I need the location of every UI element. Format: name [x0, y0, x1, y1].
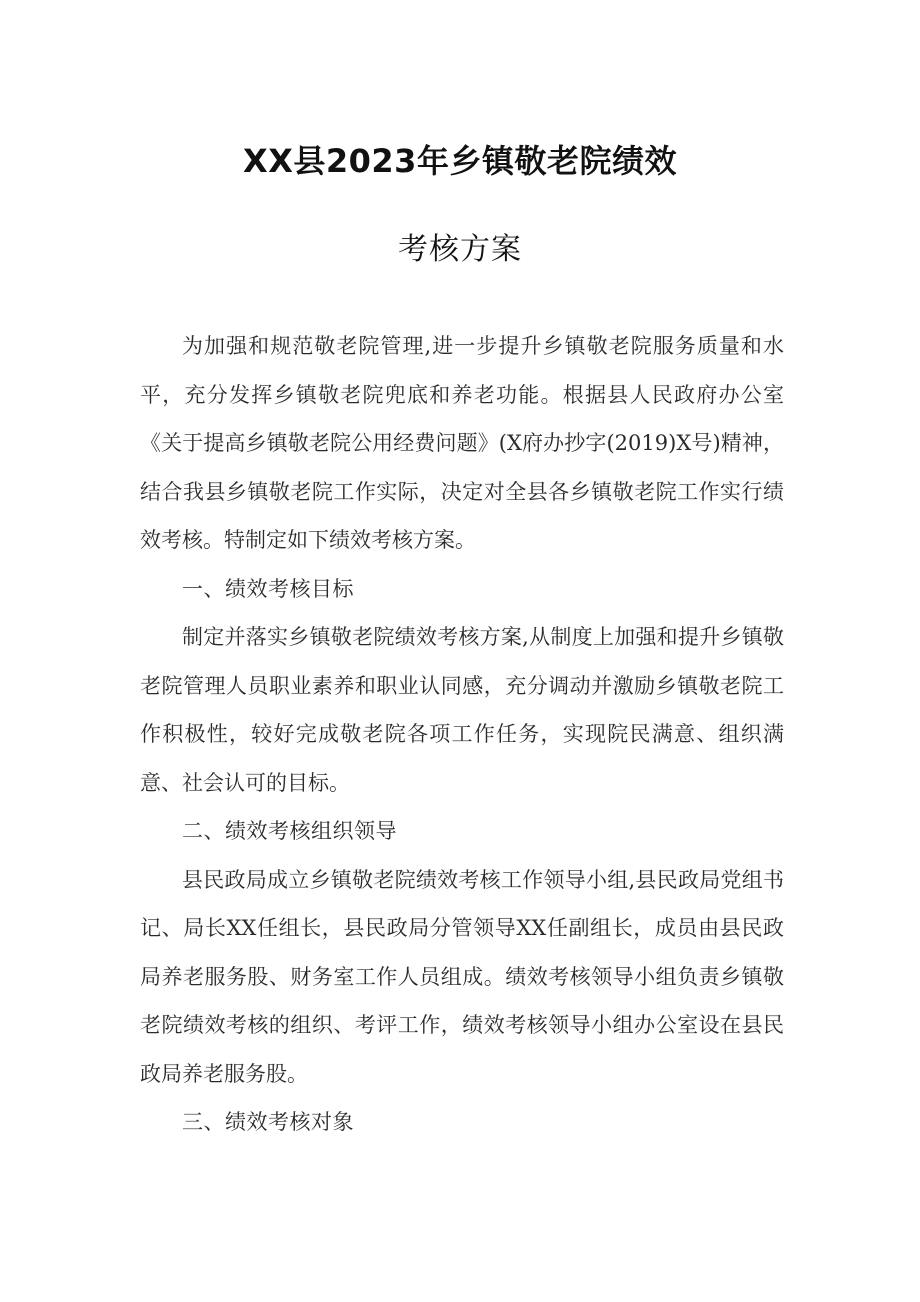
section-heading-goals: 一、绩效考核目标: [182, 576, 354, 601]
document-title-line2: 考核方案: [398, 232, 522, 267]
document-body: [140, 322, 784, 1147]
goals-paragraph: 制定并落实乡镇敬老院绩效考核方案,从制度上加强和提升乡镇敬老院管理人员职业素养和职业认同感，充分调动并激励乡镇敬老院工作积极性，较好完成敬老院各项工作任务，实现院民满意、组织满意、社会认可的目标。: [140, 625, 784, 795]
section-heading-leadership: 二、绩效考核组织领导: [182, 819, 397, 843]
leadership-paragraph: 县民政局成立乡镇敬老院绩效考核工作领导小组,县民政局党组书记、局长XX任组长，县民政局分管领导XX任副组长，成员由县民政局养老服务股、财务室工作人员组成。绩效考核领导小组负责乡镇敬老院绩效考核的组织、考评工作，绩效考核领导小组办公室设在县民政局养老服务股。: [140, 867, 784, 1086]
intro-paragraph: 为加强和规范敬老院管理,进一步提升乡镇敬老院服务质量和水平，充分发挥乡镇敬老院兜底和养老功能。根据县人民政府办公室《关于提高乡镇敬老院公用经费问题》(X府办抄字(2019)X号)精神，结合我县乡镇敬老院工作实际，决定对全县各乡镇敬老院工作实行绩效考核。特制定如下绩效考核方案。: [140, 334, 784, 552]
document-title: XX县2023年乡镇敬老院绩效: [243, 142, 677, 180]
section-heading-targets: 三、绩效考核对象: [182, 1110, 354, 1134]
